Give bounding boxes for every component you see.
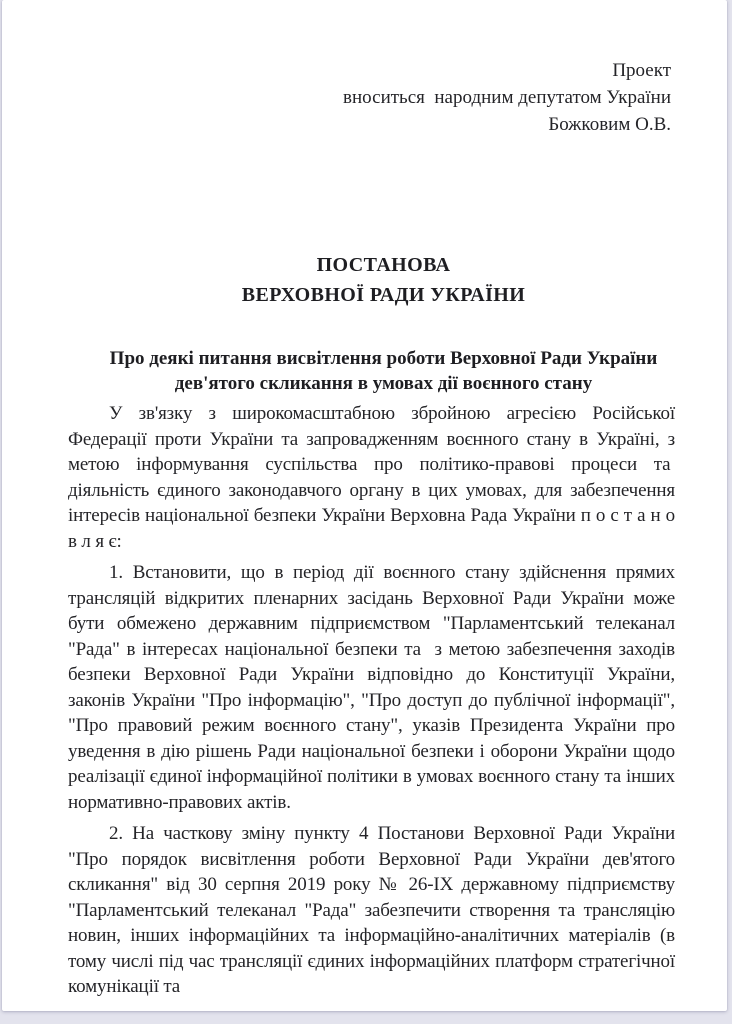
document-title-line-2: ВЕРХОВНОЇ РАДИ УКРАЇНИ: [241, 284, 526, 306]
author-name: Божковим О.В.: [548, 114, 671, 135]
project-label: Проект: [612, 60, 671, 81]
document-page: [2, 0, 727, 1011]
paragraph-item-2: 2. На часткову зміну пункту 4 Постанови Верховної Ради України "Про порядок висвітлення роботи Верховної Ради України дев'ятого скликання" від 30 серпня 2019 року № 26-IX державному підприємству "Парламентський телеканал "Рада" забезпечити створення та трансляцію новин, інших інформаційних та інформаційно-аналітичних матеріалів (в тому числі під час трансляції єдиних інформаційних платформ стратегічної комунікації та: [68, 823, 675, 997]
document-title-line-1: ПОСТАНОВА: [316, 254, 451, 276]
document-author-block: [2, 57, 671, 138]
submitted-by-line: вноситься народним депутатом України: [343, 87, 671, 108]
document-subtitle-line-2: дев'ятого скликання в умовах дії воєнного стану: [174, 373, 593, 394]
paragraph-item-1: 1. Встановити, що в період дії воєнного стану здійснення прямих трансляцій відкритих пленарних засідань Верховної Ради України може бути обмежено державним підприємством "Парламентський телеканал "Рада" в інтересах національної безпеки та з метою забезпечення заходів безпеки Верховної Ради України відповідно до Конституції України, законів України "Про інформацію", "Про доступ до публічної інформації", "Про правовий режим воєнного стану", указів Президента України про уведення в дію рішень Ради національної безпеки і оборони України щодо реалізації єдиної інформаційної політики в умовах воєнного стану та інших нормативно-правових актів.: [68, 562, 675, 813]
document-title: [92, 250, 675, 310]
document-subtitle-line-1: Про деякі питання висвітлення роботи Верховної Ради України: [109, 348, 658, 369]
document-subtitle: [92, 346, 675, 396]
document-body: [68, 401, 675, 1000]
paragraph-intro: У зв'язку з широкомасштабною збройною агресією Російської Федерації проти України та запровадженням воєнного стану в Україні, з метою інформування суспільства про політико-правові процеси та діяльність єдиного законодавчого органу в цих умовах, для забезпечення інтересів національної безпеки України Верховна Рада України п о с т а н о в л я є:: [68, 403, 675, 552]
